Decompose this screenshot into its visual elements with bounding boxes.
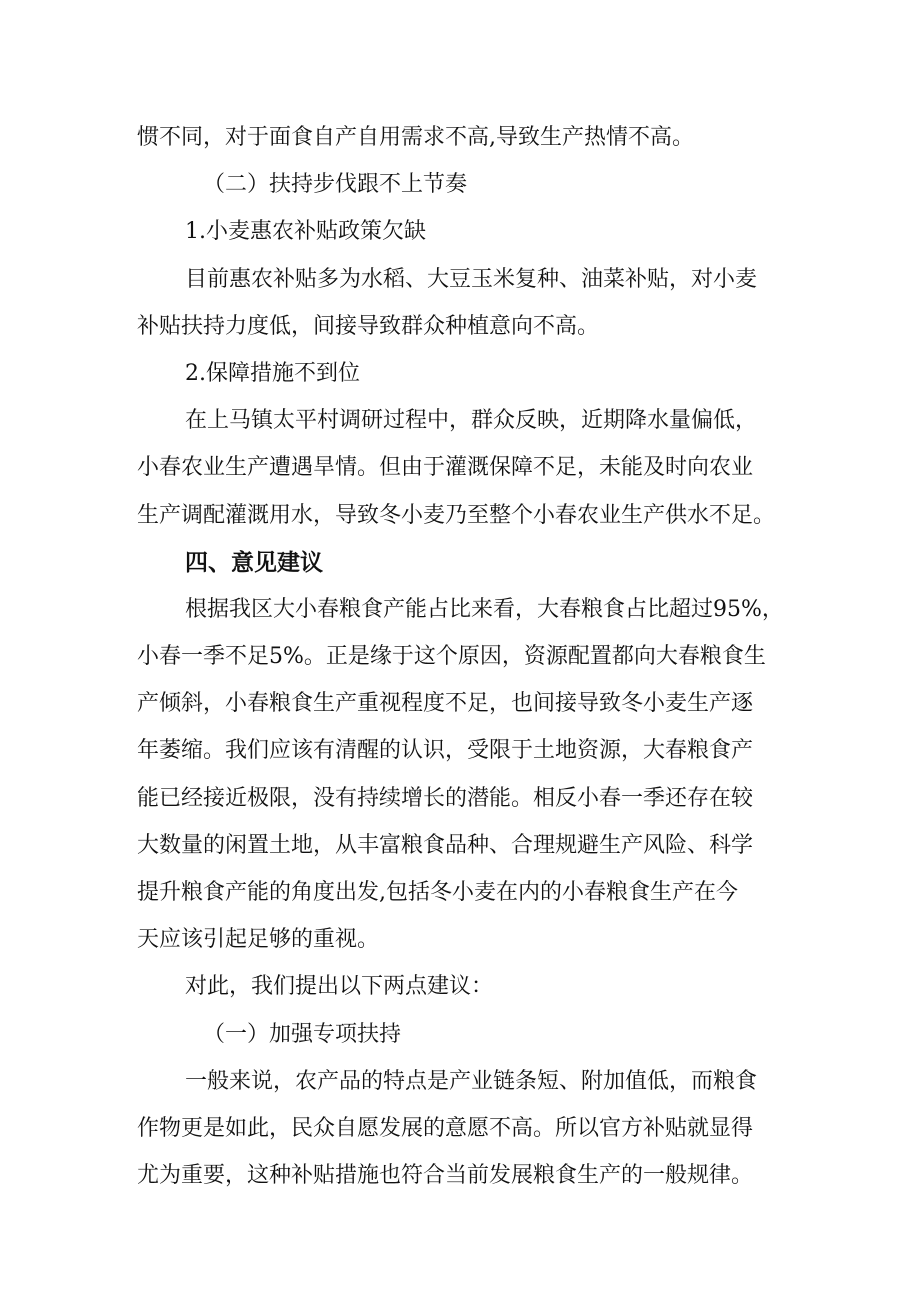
paragraph-line: 对此，我们提出以下两点建议： <box>185 974 494 1000</box>
subheading-line: （二）扶持步伐跟不上节奏 <box>203 172 468 198</box>
section-heading: 四、意见建议 <box>185 549 323 576</box>
paragraph-line: 尤为重要，这种补贴措施也符合当前发展粮食生产的一般规律。 <box>137 1163 754 1189</box>
subheading-line: 1.小麦惠农补贴政策欠缺 <box>185 219 426 245</box>
paragraph-line: 提升粮食产能的角度出发,包括冬小麦在内的小春粮食生产在今 <box>137 880 738 905</box>
paragraph-line: 补贴扶持力度低，间接导致群众种植意向不高。 <box>137 313 600 339</box>
paragraph-line: 根据我区大小春粮食产能占比来看，大春粮食占比超过95%， <box>185 596 784 622</box>
paragraph-line: 天应该引起足够的重视。 <box>137 927 380 953</box>
paragraph-line: 在上马镇太平村调研过程中，群众反映，近期降水量偏低， <box>185 408 758 434</box>
subheading-line: 2.保障措施不到位 <box>185 360 360 386</box>
paragraph-line: 能已经接近极限，没有持续增长的潜能。相反小春一季还存在较 <box>137 785 754 811</box>
paragraph-line: 一般来说，农产品的特点是产业链条短、附加值低，而粮食 <box>185 1068 758 1094</box>
paragraph-line: 年萎缩。我们应该有清醒的认识，受限于土地资源，大春粮食产 <box>137 738 754 764</box>
paragraph-line: 生产调配灌溉用水，导致冬小麦乃至整个小春农业生产供水不足。 <box>137 502 776 528</box>
document-body <box>137 116 797 1201</box>
paragraph-line: 目前惠农补贴多为水稻、大豆玉米复种、油菜补贴，对小麦 <box>185 266 758 292</box>
paragraph-line: 产倾斜，小春粮食生产重视程度不足，也间接导致冬小麦生产逐 <box>137 691 754 717</box>
subheading-line: （一）加强专项扶持 <box>203 1021 402 1047</box>
paragraph-line: 小春农业生产遭遇旱情。但由于灌溉保障不足，未能及时向农业 <box>137 455 754 481</box>
paragraph-line: 小春一季不足5%。正是缘于这个原因，资源配置都向大春粮食生 <box>137 644 766 670</box>
paragraph-line: 惯不同，对于面食自产自用需求不高,导致生产热情不高。 <box>137 125 694 150</box>
paragraph-line: 作物更是如此，民众自愿发展的意愿不高。所以官方补贴就显得 <box>137 1115 754 1141</box>
paragraph-line: 大数量的闲置土地，从丰富粮食品种、合理规避生产风险、科学 <box>137 832 754 858</box>
